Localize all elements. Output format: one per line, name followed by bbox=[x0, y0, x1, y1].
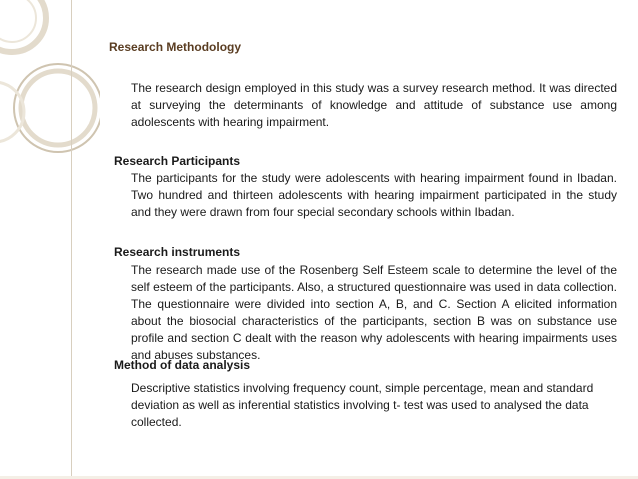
paragraph-research-instruments: The research made use of the Rosenberg Self Esteem scale to determine the level of the self esteem of the participants. Also, a structured questionnaire was used in data collection. The questionnaire were divided into section A, B, and C. Section A elicited information about the biosocial characteristics of the participants, section B was on substance use profile and section C dealt with the reason why adolescents with hearing impairments uses and abuses substances. bbox=[131, 263, 617, 362]
ring-top-inner bbox=[0, 0, 36, 42]
heading-research-instruments: Research instruments bbox=[114, 245, 241, 259]
decorative-rings bbox=[0, 0, 100, 479]
page-title: Research Methodology bbox=[109, 40, 242, 54]
heading-method-of-data-analysis: Method of data analysis bbox=[114, 358, 251, 372]
heading-research-participants: Research Participants bbox=[114, 154, 241, 168]
ring-top bbox=[0, 0, 46, 52]
paragraph-research-participants: The participants for the study were adolescents with hearing impairment found in Ibadan. Two hundred and thirteen adolescents with hearing impairment participated in the study and they were drawn from four special secondary schools within Ibadan. bbox=[131, 171, 617, 219]
paragraph-method-of-data-analysis: Descriptive statistics involving frequency count, simple percentage, mean and standard deviation as well as inferential statistics involving t- test was used to analysed the data collected. bbox=[131, 381, 594, 429]
ring-middle bbox=[14, 64, 100, 152]
vertical-divider bbox=[71, 0, 72, 479]
intro-paragraph: The research design employed in this study was a survey research method. It was directed at surveying the determinants of knowledge and attitude of substance use among adolescents with hearing impairment. bbox=[131, 81, 617, 129]
ring-middle-inner bbox=[21, 71, 95, 145]
